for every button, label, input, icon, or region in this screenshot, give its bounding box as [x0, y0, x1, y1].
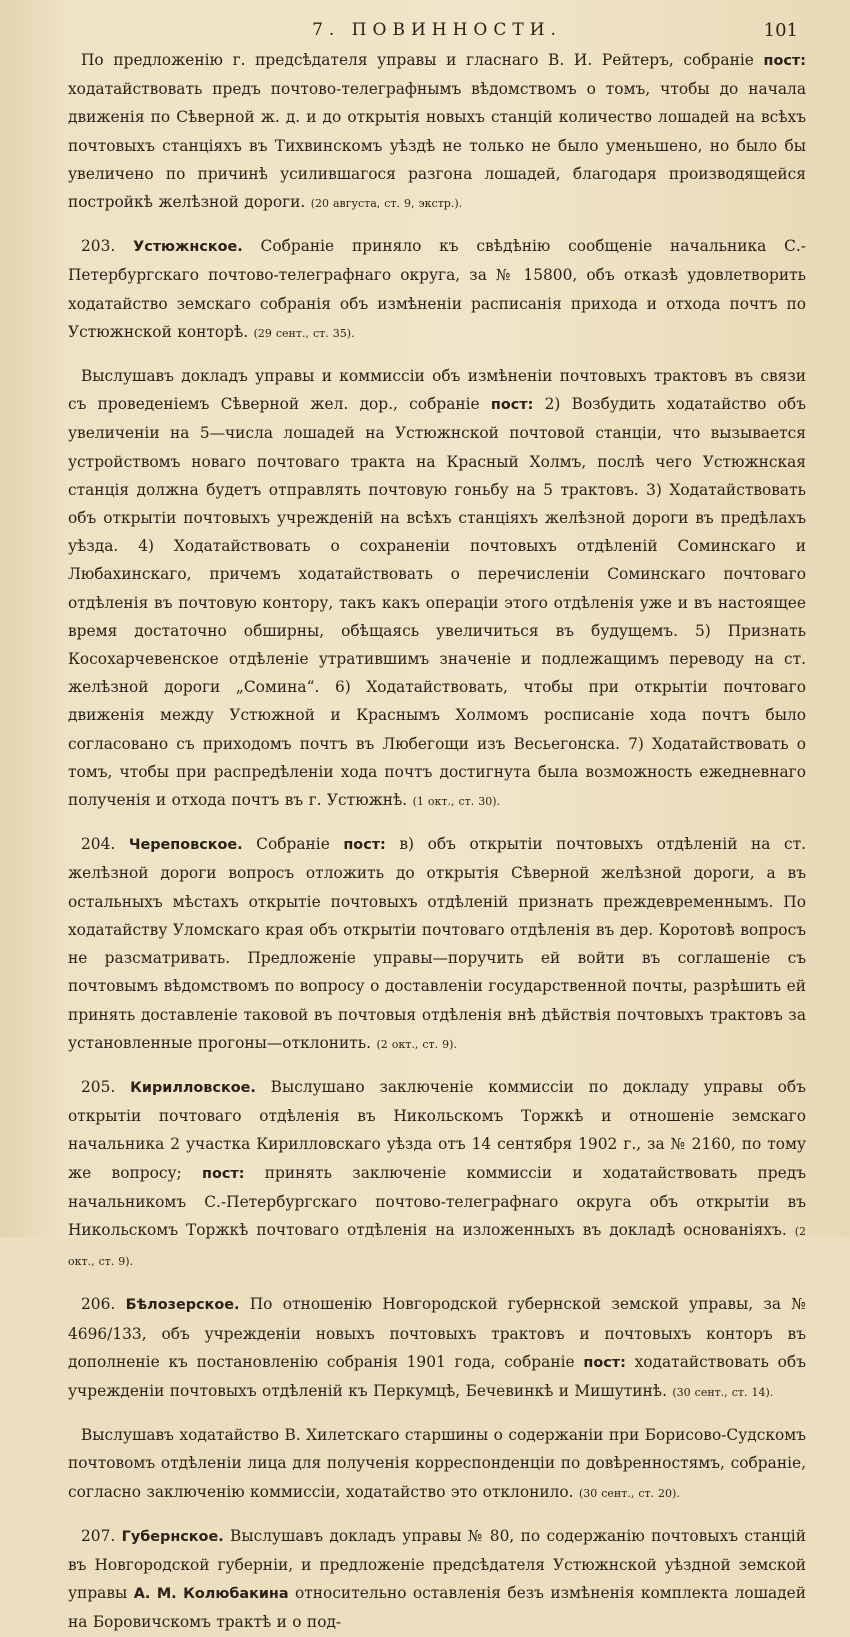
item-number: 207. — [81, 1526, 116, 1545]
decision-marker: пост: — [343, 837, 386, 854]
decision-marker: пост: — [583, 1354, 626, 1371]
reference: (1 окт., ст. 30). — [412, 795, 500, 809]
item-number: 203. — [81, 237, 116, 256]
district-name: Кирилловское. — [130, 1079, 256, 1096]
page-header — [68, 16, 806, 46]
paragraph-205: 205. Кирилловское. Выслушано заключеніе коммиссіи по докладу управы объ открытіи почтоваго отдѣленія въ Никольскомъ Торжкѣ и отношеніе земскаго начальника 2 участка Кирилловскаго уѣзда отъ 14 сентября 1902 г., за № 2160, по тому же вопросу; пост: принять заключеніе коммиссіи и ходатайствовать предъ начальникомъ С.-Петербургскаго почтово-телеграфнаго округа объ открытіи въ Никольскомъ Торжкѣ почтоваго отдѣленія на изложенныхъ въ докладѣ основаніяхъ. (2 окт., ст. 9). — [68, 1077, 806, 1269]
paragraph-207: 207. Губернское. Выслушавъ докладъ управы № 80, по содержанію почтовыхъ станцій въ Новгородской губерніи, и предложеніе предсѣдателя Устюжнской уѣздной земской управы А. М. Колюбакина относительно оставленія безъ измѣненія комплекта лошадей на Боровичскомъ трактѣ и о под- — [68, 1526, 806, 1632]
section-title: 7. ПОВИННОСТИ. — [312, 20, 562, 40]
paragraph-204: 204. Череповское. Собраніе пост: в) объ открытіи почтовыхъ отдѣленій на ст. желѣзной дороги вопросъ отложить до открытія Сѣверной желѣзной дороги, а въ остальныхъ мѣстахъ открытіе почтовыхъ отдѣленій признать преждевременнымъ. По ходатайству Уломскаго края объ открытіи почтоваго отдѣленія въ дер. Коротовѣ вопросъ не разсматривать. Предложеніе управы—поручить ей войти въ соглашеніе съ почтовымъ вѣдомствомъ по вопросу о доставленіи государственной почты, разрѣшить ей принять доставленіе таковой въ почтовыя отдѣленія внѣ дѣйствія почтовыхъ трактовъ за установленные прогоны—отклонить. (2 окт., ст. 9). — [68, 835, 806, 1052]
item-number: 206. — [81, 1295, 116, 1314]
reference: (2 окт., ст. 9). — [376, 1037, 457, 1051]
district-name: Устюжнское. — [133, 239, 243, 256]
person-name: А. М. Колюбакина — [133, 1586, 289, 1603]
reference: (30 сент., ст. 14). — [672, 1385, 774, 1399]
decision-marker: пост: — [202, 1165, 245, 1182]
decision-marker: пост: — [763, 53, 806, 69]
district-name: Череповское. — [128, 837, 243, 854]
reference: (30 сент., ст. 20). — [578, 1486, 680, 1500]
paragraph-ustyuzhna-report: Выслушавъ докладъ управы и коммиссіи объ измѣненіи почтовыхъ трактовъ въ связи съ проведеніемъ Сѣверной жел. дор., собраніе пост: 2) Возбудить ходатайство объ увеличеніи на 5—числа лошадей на Устюжнской почтовой станціи, что вызывается устройствомъ новаго почтоваго тракта на Красный Холмъ, послѣ чего Устюжнская станція должна будетъ отправлять почтовую гоньбу на 5 трактовъ. 3) Ходатайствовать объ открытіи почтовыхъ учрежденій на всѣхъ станціяхъ желѣзной дороги въ предѣлахъ уѣзда. 4) Ходатайствовать о сохраненіи почтовыхъ отдѣленій Соминскаго и Любахинскаго, причемъ ходатайствовать о перечисленіи Соминскаго почтоваго отдѣленія въ почтовую контору, такъ какъ операціи этого отдѣленія уже и въ настоящее время достаточно обширны, обѣщаясь увеличиться въ будущемъ. 5) Признать Косохарчевенское отдѣленіе утратившимъ значеніе и подлежащимъ переводу на ст. желѣзной дороги „Сомина“. 6) Ходатайствовать, чтобы при открытіи почтоваго движенія между Устюжной и Краснымъ Холмомъ росписаніе хода почтъ было согласовано съ приходомъ почтъ въ Любегощи изъ Весьегонска. 7) Ходатайствовать о томъ, чтобы при распредѣленіи хода почтъ достигнута была возможность ежедневнаго полученія и отхода почтъ въ г. Устюжнѣ. (1 окт., ст. 30). — [68, 367, 806, 810]
item-number: 205. — [81, 1077, 116, 1096]
district-name: Губернское. — [121, 1528, 224, 1545]
paragraph-206: 206. Бѣлозерское. По отношенію Новгородской губернской земской управы, за № 4696/133, объ учрежденіи новыхъ почтовыхъ трактовъ и почтовыхъ конторъ въ дополненіе къ постановленію собранія 1901 года, собраніе пост: ходатайствовать объ учрежденіи почтовыхъ отдѣленій къ Перкумцѣ, Бечевинкѣ и Мишутинѣ. (30 сент., ст. 14). — [68, 1295, 806, 1400]
district-name: Бѣлозерское. — [125, 1297, 240, 1314]
decision-marker: пост: — [490, 397, 534, 414]
reference: (2 окт., ст. 9). — [68, 1224, 806, 1269]
paragraph-khiletsky: Выслушавъ ходатайство В. Хилетскаго старшины о содержаніи при Борисово-Судскомъ почтовомъ отдѣленіи лица для полученія корреспонденціи по довѣренностямъ, собраніе, согласно заключенію коммиссіи, ходатайство это отклонило. (30 сент., ст. 20). — [68, 1426, 806, 1501]
paragraph-203: 203. Устюжнское. Собраніе приняло къ свѣдѣнію сообщеніе начальника С.-Петербургскаго почтово-телеграфнаго округа, за № 15800, объ отказѣ удовлетворить ходатайство земскаго собранія объ измѣненіи расписанія прихода и отхода почтъ по Устюжнской конторѣ. (29 сент., ст. 35). — [68, 237, 806, 341]
reference: (29 сент., ст. 35). — [253, 326, 355, 340]
paragraph-reiter: По предложенію г. предсѣдателя управы и гласнаго В. И. Рейтеръ, собраніе пост: ходатайствовать предъ почтово-телеграфнымъ вѣдомствомъ о томъ, чтобы до начала движенія по Сѣверной ж. д. и до открытія новыхъ станцій количество лошадей на всѣхъ почтовыхъ станціяхъ въ Тихвинскомъ уѣздѣ не только не было уменьшено, но было бы увеличено по причинѣ усилившагося разгона лошадей, благодаря производящейся постройкѣ желѣзной дороги. (20 августа, ст. 9, экстр.). — [68, 51, 806, 212]
reference: (20 августа, ст. 9, экстр.). — [310, 197, 463, 211]
item-number: 204. — [81, 835, 116, 854]
page-number: 101 — [763, 20, 798, 41]
